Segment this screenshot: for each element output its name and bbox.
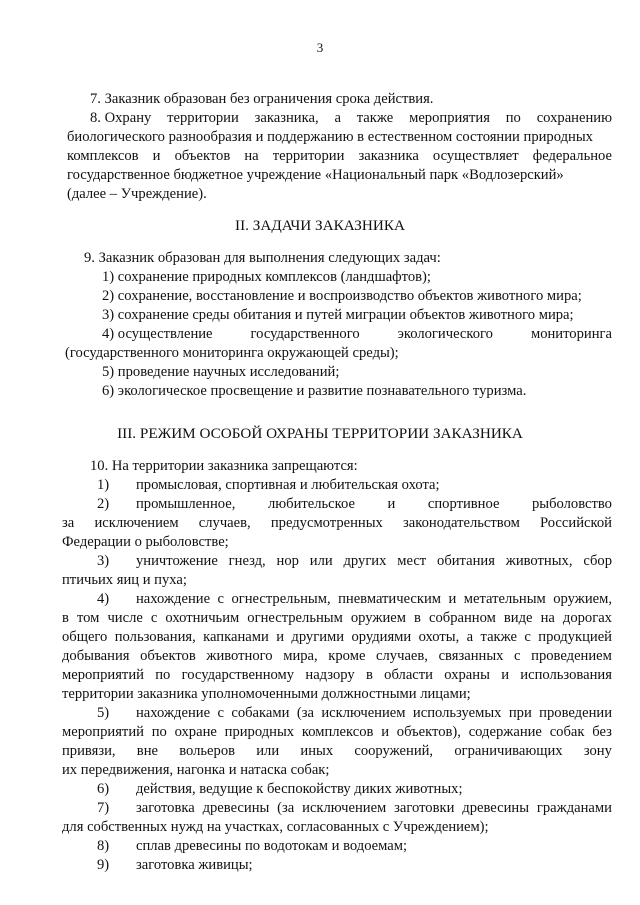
prohibition-5 xyxy=(136,704,612,723)
prohibition-3 xyxy=(136,552,612,571)
prohibition-8-num: 8) xyxy=(97,838,110,854)
word: заказника, xyxy=(254,110,319,126)
word: проведении xyxy=(539,705,612,721)
word: иных xyxy=(300,743,334,759)
prohibition-2-num: 2) xyxy=(97,496,110,512)
prohibition-6-num: 6) xyxy=(97,781,110,797)
prohibition-1-num: 1) xyxy=(97,477,110,493)
word: метательным xyxy=(463,591,546,607)
section-2-title: II. ЗАДАЧИ ЗАКАЗНИКА xyxy=(235,217,405,234)
word: зону xyxy=(583,743,612,759)
word: с xyxy=(217,591,224,607)
prohibition-4-cont-2 xyxy=(62,628,612,647)
word: сбор xyxy=(583,553,612,569)
section-3-title: III. РЕЖИМ ОСОБОЙ ОХРАНЫ ТЕРРИТОРИИ ЗАКАЗНИКА xyxy=(117,425,523,442)
word: при xyxy=(508,705,532,721)
word: числе xyxy=(107,610,143,626)
prohibition-6: действия, ведущие к беспокойству диких животных; xyxy=(136,781,463,797)
word: надзору xyxy=(305,667,355,683)
prohibition-1: промысловая, спортивная и любительская охота; xyxy=(136,477,440,493)
word: без xyxy=(592,724,612,740)
word: случаев, xyxy=(198,515,251,531)
word: связанных xyxy=(438,648,504,664)
word: ограничивающих xyxy=(454,743,563,759)
word: том xyxy=(76,610,100,626)
word: с xyxy=(514,648,521,664)
word: исключением xyxy=(94,515,179,531)
word: в xyxy=(414,610,421,626)
prohibition-9-num: 9) xyxy=(97,857,110,873)
prohibition-8: сплав древесины по водотокам и водоемам; xyxy=(136,838,408,854)
word: заготовка xyxy=(136,800,195,816)
word: комплексов xyxy=(67,148,139,164)
word: заказника xyxy=(358,148,419,164)
word: в xyxy=(62,610,69,626)
prohibition-4-cont-3 xyxy=(62,647,612,666)
word: с xyxy=(150,610,158,626)
page-number: 3 xyxy=(316,40,324,55)
word: и xyxy=(448,591,457,607)
word: уничтожение xyxy=(136,553,218,569)
word: исключением xyxy=(321,705,406,721)
word: обитания xyxy=(437,553,495,569)
word: кроме xyxy=(328,648,366,664)
word: и xyxy=(501,667,509,683)
word: мест xyxy=(397,553,427,569)
word: нор xyxy=(276,553,299,569)
word: охране xyxy=(174,724,217,740)
prohibition-4-cont-1 xyxy=(62,609,612,628)
prohibition-5-cont-3: их передвижения, нагонка и натаска собак; xyxy=(62,762,330,778)
word: и xyxy=(387,496,396,512)
paragraph-7: 7. Заказник образован без ограничения срока действия. xyxy=(90,91,434,107)
word: промышленное, xyxy=(136,496,236,512)
word: любительское xyxy=(267,496,355,512)
word: мероприятий xyxy=(62,724,144,740)
prohibition-7 xyxy=(136,799,612,818)
word: за xyxy=(62,515,75,531)
word: по xyxy=(505,110,521,126)
word: объектов xyxy=(140,648,196,664)
word: гнезд, xyxy=(228,553,266,569)
word: собранном xyxy=(429,610,496,626)
word: (за xyxy=(277,800,295,816)
word: с xyxy=(217,705,224,721)
word: сооружений, xyxy=(354,743,434,759)
word: животного xyxy=(206,648,273,664)
word: древесины xyxy=(202,800,270,816)
word: используемых xyxy=(412,705,502,721)
word: предусмотренных xyxy=(270,515,383,531)
word: (за xyxy=(296,705,314,721)
word: объектов xyxy=(174,148,231,164)
word: комплексов xyxy=(301,724,374,740)
prohibition-2 xyxy=(136,495,612,514)
word: и xyxy=(152,148,161,164)
word: мероприятий xyxy=(62,667,144,683)
prohibition-5-cont-2 xyxy=(62,742,612,761)
word: виде xyxy=(503,610,533,626)
word: оружием, xyxy=(553,591,612,607)
word: или xyxy=(256,743,280,759)
paragraph-8-line-4: государственное бюджетное учреждение «Национальный парк «Водлозерский» xyxy=(67,167,564,183)
prohibition-5-num: 5) xyxy=(97,705,110,721)
word: орудиями xyxy=(351,629,412,645)
paragraph-8-line-1 xyxy=(90,109,612,128)
paragraph-8-line-2: биологического разнообразия и поддержанию в естественном состоянии природных xyxy=(67,129,593,145)
word: капканами xyxy=(203,629,269,645)
word: территории xyxy=(272,148,345,164)
word: содержание xyxy=(468,724,542,740)
word: осуществляет xyxy=(432,148,519,164)
word: общего xyxy=(62,629,108,645)
word: федеральное xyxy=(532,148,612,164)
word: мероприятия xyxy=(409,110,490,126)
word: добывания xyxy=(62,648,130,664)
word: собак xyxy=(549,724,585,740)
word: спортивное xyxy=(427,496,500,512)
word: других xyxy=(343,553,387,569)
prohibition-7-cont: для собственных нужд на участках, согласованных с Учреждением); xyxy=(62,819,489,835)
prohibition-4-cont-5: территории заказника уполномоченными должностными лицами; xyxy=(62,686,471,702)
word: проведением xyxy=(531,648,612,664)
word: территории xyxy=(167,110,239,126)
word: а xyxy=(466,629,474,645)
task-4 xyxy=(102,325,612,344)
word: вольеров xyxy=(179,743,236,759)
word: огнестрельным xyxy=(247,610,343,626)
task-4-cont: (государственного мониторинга окружающей среды); xyxy=(65,345,399,361)
task-1: 1) сохранение природных комплексов (ландшафтов); xyxy=(102,269,431,285)
word: привязи, xyxy=(62,743,116,759)
word: сохранению xyxy=(536,110,612,126)
word: мира, xyxy=(283,648,318,664)
word: также xyxy=(480,629,518,645)
paragraph-8-line-5: (далее – Учреждение). xyxy=(67,186,207,202)
word: вне xyxy=(136,743,158,759)
prohibition-2-cont xyxy=(62,514,612,533)
word: использования xyxy=(520,667,612,683)
word: также xyxy=(356,110,394,126)
paragraph-10-intro: 10. На территории заказника запрещаются: xyxy=(90,458,358,474)
prohibition-4 xyxy=(136,590,612,609)
prohibition-3-cont: птичьих яиц и пуха; xyxy=(62,572,187,588)
word: государственного xyxy=(250,326,360,342)
word: на xyxy=(244,148,259,164)
word: с xyxy=(524,629,531,645)
word: законодательством xyxy=(403,515,520,531)
word: нахождение xyxy=(136,591,211,607)
prohibition-4-num: 4) xyxy=(97,591,110,607)
word: области xyxy=(384,667,433,683)
word: гражданами xyxy=(536,800,612,816)
word: нахождение xyxy=(136,705,211,721)
word: а xyxy=(334,110,341,126)
word: в xyxy=(365,667,373,683)
word: другими xyxy=(291,629,345,645)
word: по xyxy=(151,724,167,740)
word: 8. Охрану xyxy=(90,110,152,126)
prohibition-2-cont-2: Федерации о рыболовстве; xyxy=(62,534,229,550)
prohibition-7-num: 7) xyxy=(97,800,110,816)
word: объектов), xyxy=(396,724,461,740)
word: случаев, xyxy=(376,648,428,664)
word: и xyxy=(381,724,389,740)
word: охотничьим xyxy=(165,610,240,626)
word: огнестрельным, xyxy=(231,591,331,607)
prohibition-3-num: 3) xyxy=(97,553,110,569)
task-3: 3) сохранение среды обитания и путей миграции объектов животного мира; xyxy=(102,307,574,323)
prohibition-5-cont-1 xyxy=(62,723,612,742)
word: продукцией xyxy=(538,629,612,645)
word: охоты, xyxy=(418,629,460,645)
prohibition-9: заготовка живицы; xyxy=(136,857,253,873)
word: заготовки xyxy=(394,800,455,816)
word: мониторинга xyxy=(530,326,612,342)
word: природных xyxy=(224,724,295,740)
task-5: 5) проведение научных исследований; xyxy=(102,364,340,380)
word: охраны xyxy=(444,667,490,683)
word: государственному xyxy=(181,667,295,683)
word: дорогах xyxy=(562,610,612,626)
word: экологического xyxy=(397,326,493,342)
word: исключением xyxy=(302,800,387,816)
word: оружием xyxy=(350,610,406,626)
word: Российской xyxy=(540,515,612,531)
task-6: 6) экологическое просвещение и развитие познавательного туризма. xyxy=(102,383,527,399)
word: собаками xyxy=(231,705,290,721)
word: древесины xyxy=(462,800,530,816)
paragraph-8-line-3 xyxy=(67,147,612,166)
task-2: 2) сохранение, восстановление и воспроизводство объектов животного мира; xyxy=(102,288,582,304)
word: животных, xyxy=(505,553,573,569)
word: на xyxy=(540,610,555,626)
word: рыболовство xyxy=(531,496,612,512)
word: или xyxy=(309,553,333,569)
word: 4) осуществление xyxy=(102,326,213,342)
word: и xyxy=(276,629,284,645)
word: пневматическим xyxy=(338,591,442,607)
prohibition-4-cont-4 xyxy=(62,666,612,685)
word: пользования, xyxy=(114,629,196,645)
word: по xyxy=(155,667,171,683)
paragraph-9-intro: 9. Заказник образован для выполнения следующих задач: xyxy=(84,250,441,266)
